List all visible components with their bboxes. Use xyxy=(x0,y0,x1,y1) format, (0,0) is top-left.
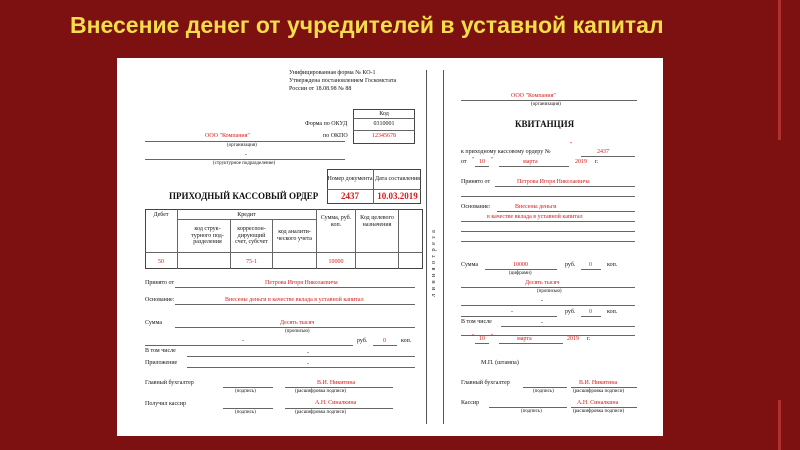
chief-accountant-name: В.И. Никитина xyxy=(317,380,356,386)
okud-label: Форма по ОКУД xyxy=(305,121,348,127)
received-from-label: Принято от xyxy=(145,280,175,286)
org-name: ООО "Компания" xyxy=(205,133,250,139)
receipt-month: марта xyxy=(523,159,538,165)
table-cell-amount: 10000 xyxy=(328,259,344,265)
table-header-account: корреспон-дирующий счет, субсчет xyxy=(235,225,268,246)
receipt-chief-signature-caption: (подпись) xyxy=(533,389,554,394)
chief-signature-caption: (подпись) xyxy=(235,389,256,394)
receipt-from-label: от xyxy=(461,159,467,165)
rub-label: руб. xyxy=(357,338,368,344)
basis-label: Основание: xyxy=(145,297,175,303)
okpo-value: 12345678 xyxy=(372,133,396,139)
dept-caption: (структурное подразделение) xyxy=(213,161,276,166)
basis: Внесены деньги в качестве вклада в уставной капитал xyxy=(225,297,364,303)
kop-label: коп. xyxy=(401,338,412,344)
receipt-received-from: Петрова Игоря Николаевича xyxy=(517,179,590,185)
receipt-date-q-close: " xyxy=(491,334,494,340)
receipt-date-month: марта xyxy=(517,336,532,342)
receipt-day: 10 xyxy=(479,159,485,165)
code-header: Код xyxy=(379,111,389,117)
receipt-date-year-suffix: г. xyxy=(587,336,591,342)
receipt-date-day: 10 xyxy=(479,336,485,342)
sum-words-caption: (прописью) xyxy=(285,329,310,334)
receipt-org-caption: (организация) xyxy=(531,102,561,107)
order-title: ПРИХОДНЫЙ КАССОВЫЙ ОРДЕР xyxy=(169,191,319,201)
rub-dash: - xyxy=(242,338,244,344)
chief-decoding-caption: (расшифровка подписи) xyxy=(295,389,347,394)
org-caption: (организация) xyxy=(227,143,257,148)
table-header-debit: Дебет xyxy=(153,212,169,218)
receipt-kop-value-2: 0 xyxy=(589,309,592,315)
receipt-including-value: - xyxy=(541,320,543,326)
doc-number-header: Номер документа xyxy=(327,176,373,183)
receipt-stamp-label: М.П. (штампа) xyxy=(481,360,519,366)
receipt-chief-accountant-label: Главный бухгалтер xyxy=(461,380,510,386)
doc-date: 10.03.2019 xyxy=(377,191,418,201)
okud-value: 0310001 xyxy=(373,121,395,127)
receipt-kop-value: 0 xyxy=(589,262,592,268)
form-info-line-3: России от 18.08.98 № 88 xyxy=(289,86,352,92)
receipt-sum-digits: 10000 xyxy=(513,262,528,268)
receipt-rub-label: руб. xyxy=(565,262,576,268)
receipt-year: 2019 xyxy=(575,159,587,165)
receipt-title: КВИТАНЦИЯ xyxy=(515,119,575,129)
receipt-order-number: 2437 xyxy=(597,149,609,155)
cashier-label: Получил кассир xyxy=(145,401,186,407)
receipt-sum-label: Сумма xyxy=(461,262,478,268)
slide-title: Внесение денег от учредителей в уставной капитал xyxy=(70,12,664,38)
receipt-including-label: В том числе xyxy=(461,319,492,325)
table-header-amount: Сумма, руб. коп. xyxy=(320,215,352,228)
receipt-quote-mark: " xyxy=(570,142,573,148)
table-header-dept-code: код струк-турного под-разделения xyxy=(191,225,224,246)
receipt-to-order-label: к приходному кассовому ордеру № xyxy=(461,149,551,155)
decor-line-bottom xyxy=(778,400,781,450)
cashier-name: А.Н. Синалкина xyxy=(315,400,357,406)
table-header-purpose: Код целевого назначения xyxy=(360,215,394,228)
cashier-signature-caption: (подпись) xyxy=(235,410,256,415)
table-header-credit: Кредит xyxy=(237,212,256,218)
receipt-rub-label-2: руб. xyxy=(565,309,576,315)
receipt-chief-accountant-name: В.И. Никитина xyxy=(579,380,618,386)
cut-line-label: л и н и я о т р е з а xyxy=(431,229,437,297)
receipt-q-open: " xyxy=(472,157,475,163)
receipt-basis-line1: Внесены деньги xyxy=(515,204,557,210)
cut-line-right xyxy=(443,70,444,424)
receipt-cashier-decoding-caption: (расшифровка подписи) xyxy=(573,409,625,414)
form-info-line-1: Унифицированная форма № КО-1 xyxy=(289,70,376,76)
cash-order-document xyxy=(117,58,663,436)
sum-words: Десять тысяч xyxy=(280,320,315,326)
receipt-sum-words: Десять тысяч xyxy=(525,280,560,286)
receipt-org-name: ООО "Компания" xyxy=(511,93,556,99)
receipt-cashier-signature-caption: (подпись) xyxy=(521,409,542,414)
receipt-date-year: 2019 xyxy=(567,336,579,342)
doc-number: 2437 xyxy=(341,191,359,201)
receipt-words-dash: - xyxy=(541,298,543,304)
receipt-rub-dash: - xyxy=(511,309,513,315)
attachment-value: - xyxy=(307,361,309,367)
receipt-kop-label: коп. xyxy=(607,262,618,268)
received-from: Петрова Игоря Николаевича xyxy=(265,280,338,286)
receipt-basis-line2: в качестве вклада в уставной капитал xyxy=(487,214,583,220)
cut-line-left xyxy=(426,70,427,424)
table-header-analytics: код аналити-ческого учета xyxy=(277,229,312,242)
receipt-q-close: " xyxy=(491,157,494,163)
receipt-date-q-open: " xyxy=(472,334,475,340)
receipt-words-caption: (прописью) xyxy=(537,289,562,294)
receipt-cashier-label: Кассир xyxy=(461,400,480,406)
decor-line-top xyxy=(778,0,781,140)
sum-label: Сумма xyxy=(145,320,162,326)
receipt-year-suffix: г. xyxy=(595,159,599,165)
table-cell-account: 75-1 xyxy=(246,259,257,265)
including-label: В том числе xyxy=(145,348,176,354)
including-value: - xyxy=(307,350,309,356)
receipt-digits-caption: (цифрами) xyxy=(509,271,532,276)
okpo-label: по ОКПО xyxy=(323,133,348,139)
receipt-received-from-label: Принято от xyxy=(461,179,491,185)
kop-value: 0 xyxy=(383,338,386,344)
cashier-decoding-caption: (расшифровка подписи) xyxy=(295,410,347,415)
attachment-label: Приложение xyxy=(145,360,178,366)
receipt-basis-label: Основание: xyxy=(461,204,491,210)
table-cell-debit: 50 xyxy=(158,259,164,265)
receipt-kop-label-2: коп. xyxy=(607,309,618,315)
receipt-cashier-name: А.Н. Синалкина xyxy=(577,400,619,406)
date-header: Дата составления xyxy=(375,176,420,183)
receipt-chief-decoding-caption: (расшифровка подписи) xyxy=(573,389,625,394)
form-info-line-2: Утверждена постановлением Госкомстата xyxy=(289,78,397,84)
dept-dash: - xyxy=(245,152,247,158)
chief-accountant-label: Главный бухгалтер xyxy=(145,380,194,386)
